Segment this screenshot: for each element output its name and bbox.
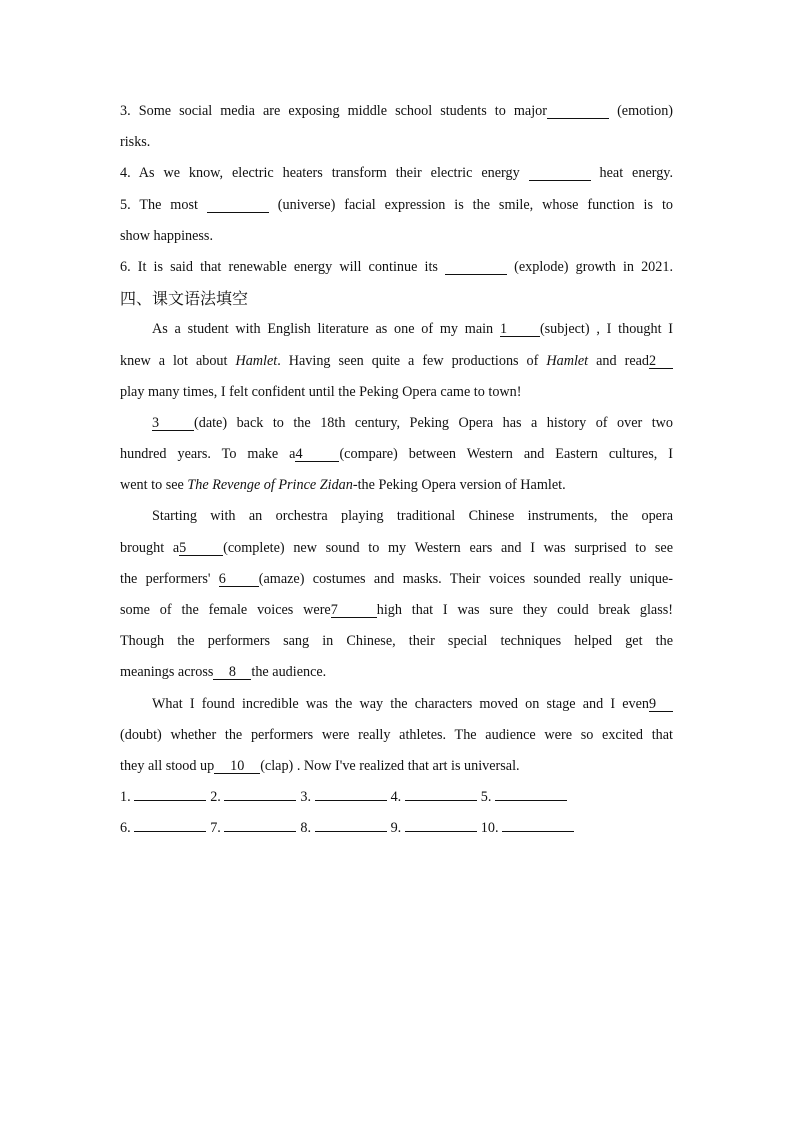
passage-text: -the Peking Opera version of Hamlet. (352, 477, 566, 494)
passage-text: they all stood up (120, 757, 215, 774)
question-6-text-end: (explode) growth in 2021. (514, 258, 674, 275)
question-3-text-end: risks. (120, 134, 151, 151)
passage-text: (subject) , I thought I (539, 321, 674, 338)
answer-label: 7. (210, 820, 221, 837)
blank-5: 5 (179, 541, 223, 556)
passage-text: (doubt) whether the performers were really athletes. The audience were so excited that (120, 726, 673, 743)
section-4-heading: 四、课文语法填空 (120, 289, 249, 309)
answer-row-2 (120, 813, 673, 844)
title-hamlet: Hamlet (546, 352, 589, 369)
passage-text: (amaze) costumes and masks. Their voices sounded really unique- (258, 570, 673, 587)
answer-label: 10. (480, 820, 499, 837)
blank-7: 7 (331, 603, 377, 618)
answer-label: 9. (390, 820, 402, 837)
blank (207, 198, 269, 213)
question-6 (120, 252, 673, 283)
passage-text: (clap) . Now I've realized that art is universal. (260, 757, 520, 774)
question-5-hint: (universe) facial expression is the smile, whose function is to (277, 196, 673, 213)
passage-text: meanings across (120, 664, 214, 681)
passage-text: and read (596, 352, 650, 369)
passage-text: high that I was sure they could break glass! (376, 602, 673, 618)
blank-2: 2 (649, 354, 673, 369)
passage-p3-line-3 (120, 564, 673, 595)
answer-blank[interactable] (405, 787, 477, 801)
passage-p2-line-1 (120, 408, 673, 439)
passage-text: What I found incredible was the way the characters moved on stage and I even (152, 695, 649, 712)
answer-row-1 (120, 782, 673, 813)
blank (529, 166, 591, 181)
answer-label: 1. (120, 789, 131, 806)
blank-9: 9 (649, 697, 673, 712)
answer-label: 2. (210, 789, 221, 806)
question-3-text: 3. Some social media are exposing middle school students to major (120, 103, 547, 119)
blank-8: 8 (213, 665, 251, 680)
passage-p4-line-3 (120, 751, 673, 782)
passage-p3-line-5 (120, 626, 673, 657)
passage-text: As a student with English literature as one of my main (152, 321, 494, 338)
passage-p3-line-6 (120, 657, 673, 688)
blank-10: 10 (214, 759, 260, 774)
title-hamlet: Hamlet (235, 352, 278, 369)
answer-label: 8. (300, 820, 312, 837)
question-3-line-1 (120, 96, 673, 127)
question-4-text: 4. As we know, electric heaters transform their electric energy (120, 165, 520, 182)
passage-text: (complete) new sound to my Western ears and I was surprised to see (223, 539, 674, 556)
passage-p4-line-2 (120, 720, 673, 751)
answer-blank[interactable] (224, 787, 296, 801)
passage-text: (date) back to the 18th century, Peking Opera has a history of over two (194, 414, 673, 431)
question-5-line-2 (120, 221, 673, 252)
passage-p3-line-2 (120, 533, 673, 564)
passage-text: Starting with an orchestra playing traditional Chinese instruments, the opera (152, 508, 673, 525)
title-revenge: The Revenge of Prince Zidan (187, 477, 353, 494)
question-3-hint: (emotion) (617, 103, 674, 119)
question-5-line-1 (120, 190, 673, 221)
passage-text: some of the female voices were (120, 602, 331, 618)
question-5-text-end: show happiness. (120, 227, 214, 244)
answer-blank[interactable] (224, 818, 296, 832)
passage-text: the audience. (251, 664, 327, 681)
passage-text: the performers' (120, 570, 211, 587)
passage-text: (compare) between Western and Eastern cultures, I (339, 446, 673, 463)
passage-text: went to see (120, 477, 184, 494)
blank-3: 3 (152, 416, 194, 431)
answer-blank[interactable] (315, 818, 387, 832)
passage-p1-line-2 (120, 346, 673, 377)
answer-label: 3. (300, 789, 312, 806)
passage-p4-line-1 (120, 689, 673, 720)
worksheet-page (120, 96, 673, 845)
question-4 (120, 158, 673, 189)
passage-p2-line-2 (120, 439, 673, 470)
blank (547, 104, 609, 119)
question-6-text: 6. It is said that renewable energy will continue its (120, 258, 438, 275)
answer-label: 5. (480, 789, 492, 806)
answer-blank[interactable] (315, 787, 387, 801)
passage-text: . Having seen quite a few productions of (277, 352, 539, 369)
answer-blank[interactable] (495, 787, 567, 801)
question-5-text: 5. The most (120, 196, 198, 213)
answer-blank[interactable] (502, 818, 574, 832)
passage-text: Though the performers sang in Chinese, their special techniques helped get the (120, 633, 673, 650)
passage-text: play many times, I felt confident until the Peking Opera came to town! (120, 383, 522, 400)
question-4-text-end: heat energy. (599, 165, 674, 182)
passage-p1-line-1 (120, 314, 673, 345)
blank-6: 6 (219, 572, 259, 587)
blank-4: 4 (295, 447, 339, 462)
answer-label: 4. (390, 789, 402, 806)
passage-text: knew a lot about (120, 352, 228, 369)
blank-1: 1 (500, 322, 540, 337)
answer-blank[interactable] (405, 818, 477, 832)
answer-label: 6. (120, 820, 131, 837)
passage-text: brought a (120, 539, 180, 556)
passage-p3-line-4 (120, 595, 673, 626)
passage-p1-line-3 (120, 377, 673, 408)
passage-p3-line-1 (120, 501, 673, 532)
blank (445, 260, 507, 275)
answer-blank[interactable] (134, 818, 206, 832)
passage-p2-line-3 (120, 470, 673, 501)
passage-text: hundred years. To make a (120, 446, 296, 463)
answer-blank[interactable] (134, 787, 206, 801)
question-3-line-2 (120, 127, 673, 158)
